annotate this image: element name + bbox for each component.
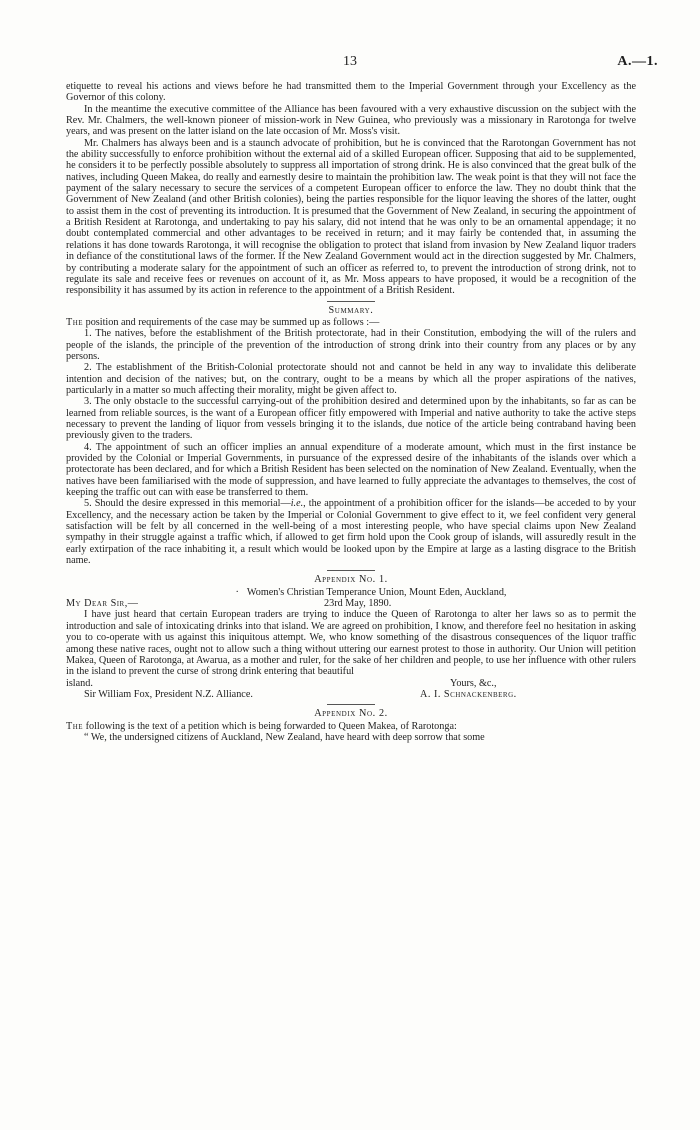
summary-item-4: 4. The appointment of such an officer implies an annual expenditure of a moderate amount, which must in the first instance be provided by the Colonial or Imperial Governments, in pursuance of the expressed desire of the inhabitants of the islands over which a protectorate has been declared, and for which a British Resident has been selected on the nomination of New Zealand. Eventually, when the natives have been familiarised with the mode of suppression, and have learned to fully appreciate the advantages to themselves, the cost of keeping the traffic out can with ease be transferred to them.: [66, 441, 636, 499]
paragraph-chalmers-discussion: In the meantime the executive committee of the Alliance has been favoured with a very exhaustive discussion on the subject with the Rev. Mr. Chalmers, the well-known pioneer of mission-work in New Guinea, who previously was a missionary in Rarotonga for twelve years, and was present on the latter island on the late occasion of Mr. Moss's visit.: [66, 103, 636, 138]
letter-salutation: My Dear Sir,—: [66, 598, 139, 610]
appendix-1-heading: Appendix No. 1.: [314, 574, 388, 586]
summary-heading: Summary.: [328, 304, 374, 316]
letter-date: 23rd May, 1890.: [324, 598, 392, 610]
page-number: 13: [343, 54, 357, 69]
section-divider: [327, 570, 375, 571]
petition-quote: “ We, the undersigned citizens of Auckland, New Zealand, have heard with deep sorrow that some: [84, 731, 485, 743]
letter-closing: Yours, &c.,: [450, 677, 497, 689]
summary-item-5: [66, 498, 636, 566]
letter-body-end: island.: [66, 677, 93, 689]
summary-item-5-rest: , the appointment of a prohibition officer for the islands—be acceded to by your Excellency, and the necessary action be taken by the Imperial or Colonial Government to give effect to it, we feel confident very general satisfaction will be felt by all concerned in the well-being of a most interesting people, who have special claims upon New Zealand sympathy in their struggle against a traffic which, if allowed to get firm hold upon the Cook group of islands, will assuredly result in the early extirpation of the race inhabiting it, a result which would be looked upon by the Empire at large as a lasting disgrace to the British name.: [66, 498, 636, 567]
letter-body: I have just heard that certain European traders are trying to induce the Queen of Rarotonga to alter her laws so as to permit the introduction and sale of intoxicating drinks into that island. We are agreed on prohibition, I know, and therefore feel no hesitation in asking you to co-operate with us against this iniquitous attempt. We, who know something of the disastrous consequences of the liquor traffic among these native races, ought not to allow such a thing without uttering our earnest protest to those in authority. Our Union will petition Makea, Queen of Rarotonga, at Awarua, as a mother and ruler, for the sake of her children and people, to use her influence with other rulers in the island to prevent the curse of strong drink entering that beautiful: [66, 609, 636, 678]
appendix-2-heading: Appendix No. 2.: [314, 708, 388, 720]
summary-item-3: 3. The only obstacle to the successful carrying-out of the prohibition desired and determined upon by the inhabitants, so far as can be learned from reliable sources, is the want of a European officer fitly empowered with Imperial and native authority to take the active steps necessary to prevent the landing of liquor from vessels bringing it to the islands, due notice of the article being contraband having been previously given to the traders.: [66, 396, 636, 442]
summary-lead-text: position and requirements of the case may be summed up as follows :—: [83, 316, 380, 328]
document-reference: A.—1.: [617, 54, 658, 69]
summary-item-2: 2. The establishment of the British-Colonial protectorate should not and cannot be held in any way to invalidate this deliberate intention and decision of the natives; but, on the contrary, ought to be a means by which all the proper aspirations of the natives, particularly in a matter so much affecting their morality, might be given affect to.: [66, 362, 636, 396]
appendix-2-lead: [66, 721, 636, 732]
letter-address: Women's Christian Temperance Union, Mount Eden, Auckland,: [246, 586, 507, 598]
letter-salutation-line: [66, 598, 636, 609]
letter-signature-line: [66, 689, 636, 700]
summary-lead: [66, 317, 636, 328]
summary-item-5-start: 5. Should the desire expressed in this memorial—: [84, 498, 291, 510]
letter-closing-line: [66, 678, 636, 689]
letter-addressee: Sir William Fox, President N.Z. Alliance.: [84, 688, 253, 700]
page-body: [66, 81, 636, 743]
section-divider: [327, 704, 375, 705]
summary-item-5-ie: i.e.: [290, 498, 304, 510]
paragraph-chalmers-views: Mr. Chalmers has always been and is a staunch advocate of prohibition, but he is convinced that the Rarotongan Government has not the ability successfully to enforce prohibition without the external aid of a skilled European officer. Supposing that aid to be supplemented, he considers it to be perfectly possible absolutely to suppress all importation of strong drink. He is also convinced that the great bulk of the natives, including Queen Makea, do really and earnestly desire to maintain the prohibition law. The weak point is that they will not face the payment of the salary necessary to secure the services of a competent European officer to enforce the law. They no doubt think that the Government of New Zealand (and other British colonies), being the parties responsible for the liquor leaving the shores of the latter, ought to assist them in the cost of preventing its introduction. It is presumed that the Government of New Zealand, in securing the appointment of a British Resident at Rarotonga, and undertaking to pay his salary, did not intend that he was only to be an ornamental appendage; it no doubt contemplated commercial and other advantages to be received in return; and it may fairly be contended that, in assuming the relations it has done towards Rarotonga, it will recognise the obligation to protect that island from invasion by New Zealand liquor traders in defiance of the constitutional laws of the former. If the New Zealand Government would act in the direction suggested by Mr. Chalmers, by contributing a moderate salary for the appointment of such an officer as referred to, to prevent the introduction of strong drink, not to regulate its sale and receive fees or revenues on account of it, as Mr. Moss appears to have proposed, it would be a recognition of the responsibility it has assumed by its action in reference to the appointment of a British Resident.: [66, 137, 636, 297]
appendix-2-lead-text: following is the text of a petition which is being forwarded to Queen Makea, of Rarotonga:: [83, 720, 457, 732]
summary-item-1: 1. The natives, before the establishment of the British protectorate, had in their Constitution, embodying the will of the rulers and people of the islands, the principle of the prevention of the introduction of strong drink into their country from any places or by any persons.: [66, 328, 636, 362]
appendix-2-lead-first-word: The: [66, 720, 84, 732]
letter-signature: A. I. Schnackenberg.: [420, 688, 517, 700]
section-divider: [327, 301, 375, 302]
stray-mark: ·: [235, 586, 239, 598]
paragraph-continuation: etiquette to reveal his actions and views before he had transmitted them to the Imperial Government through your Excellency as the Governor of this colony.: [66, 81, 636, 104]
letter-address-line: [66, 587, 636, 598]
summary-lead-first-word: The: [66, 316, 84, 328]
